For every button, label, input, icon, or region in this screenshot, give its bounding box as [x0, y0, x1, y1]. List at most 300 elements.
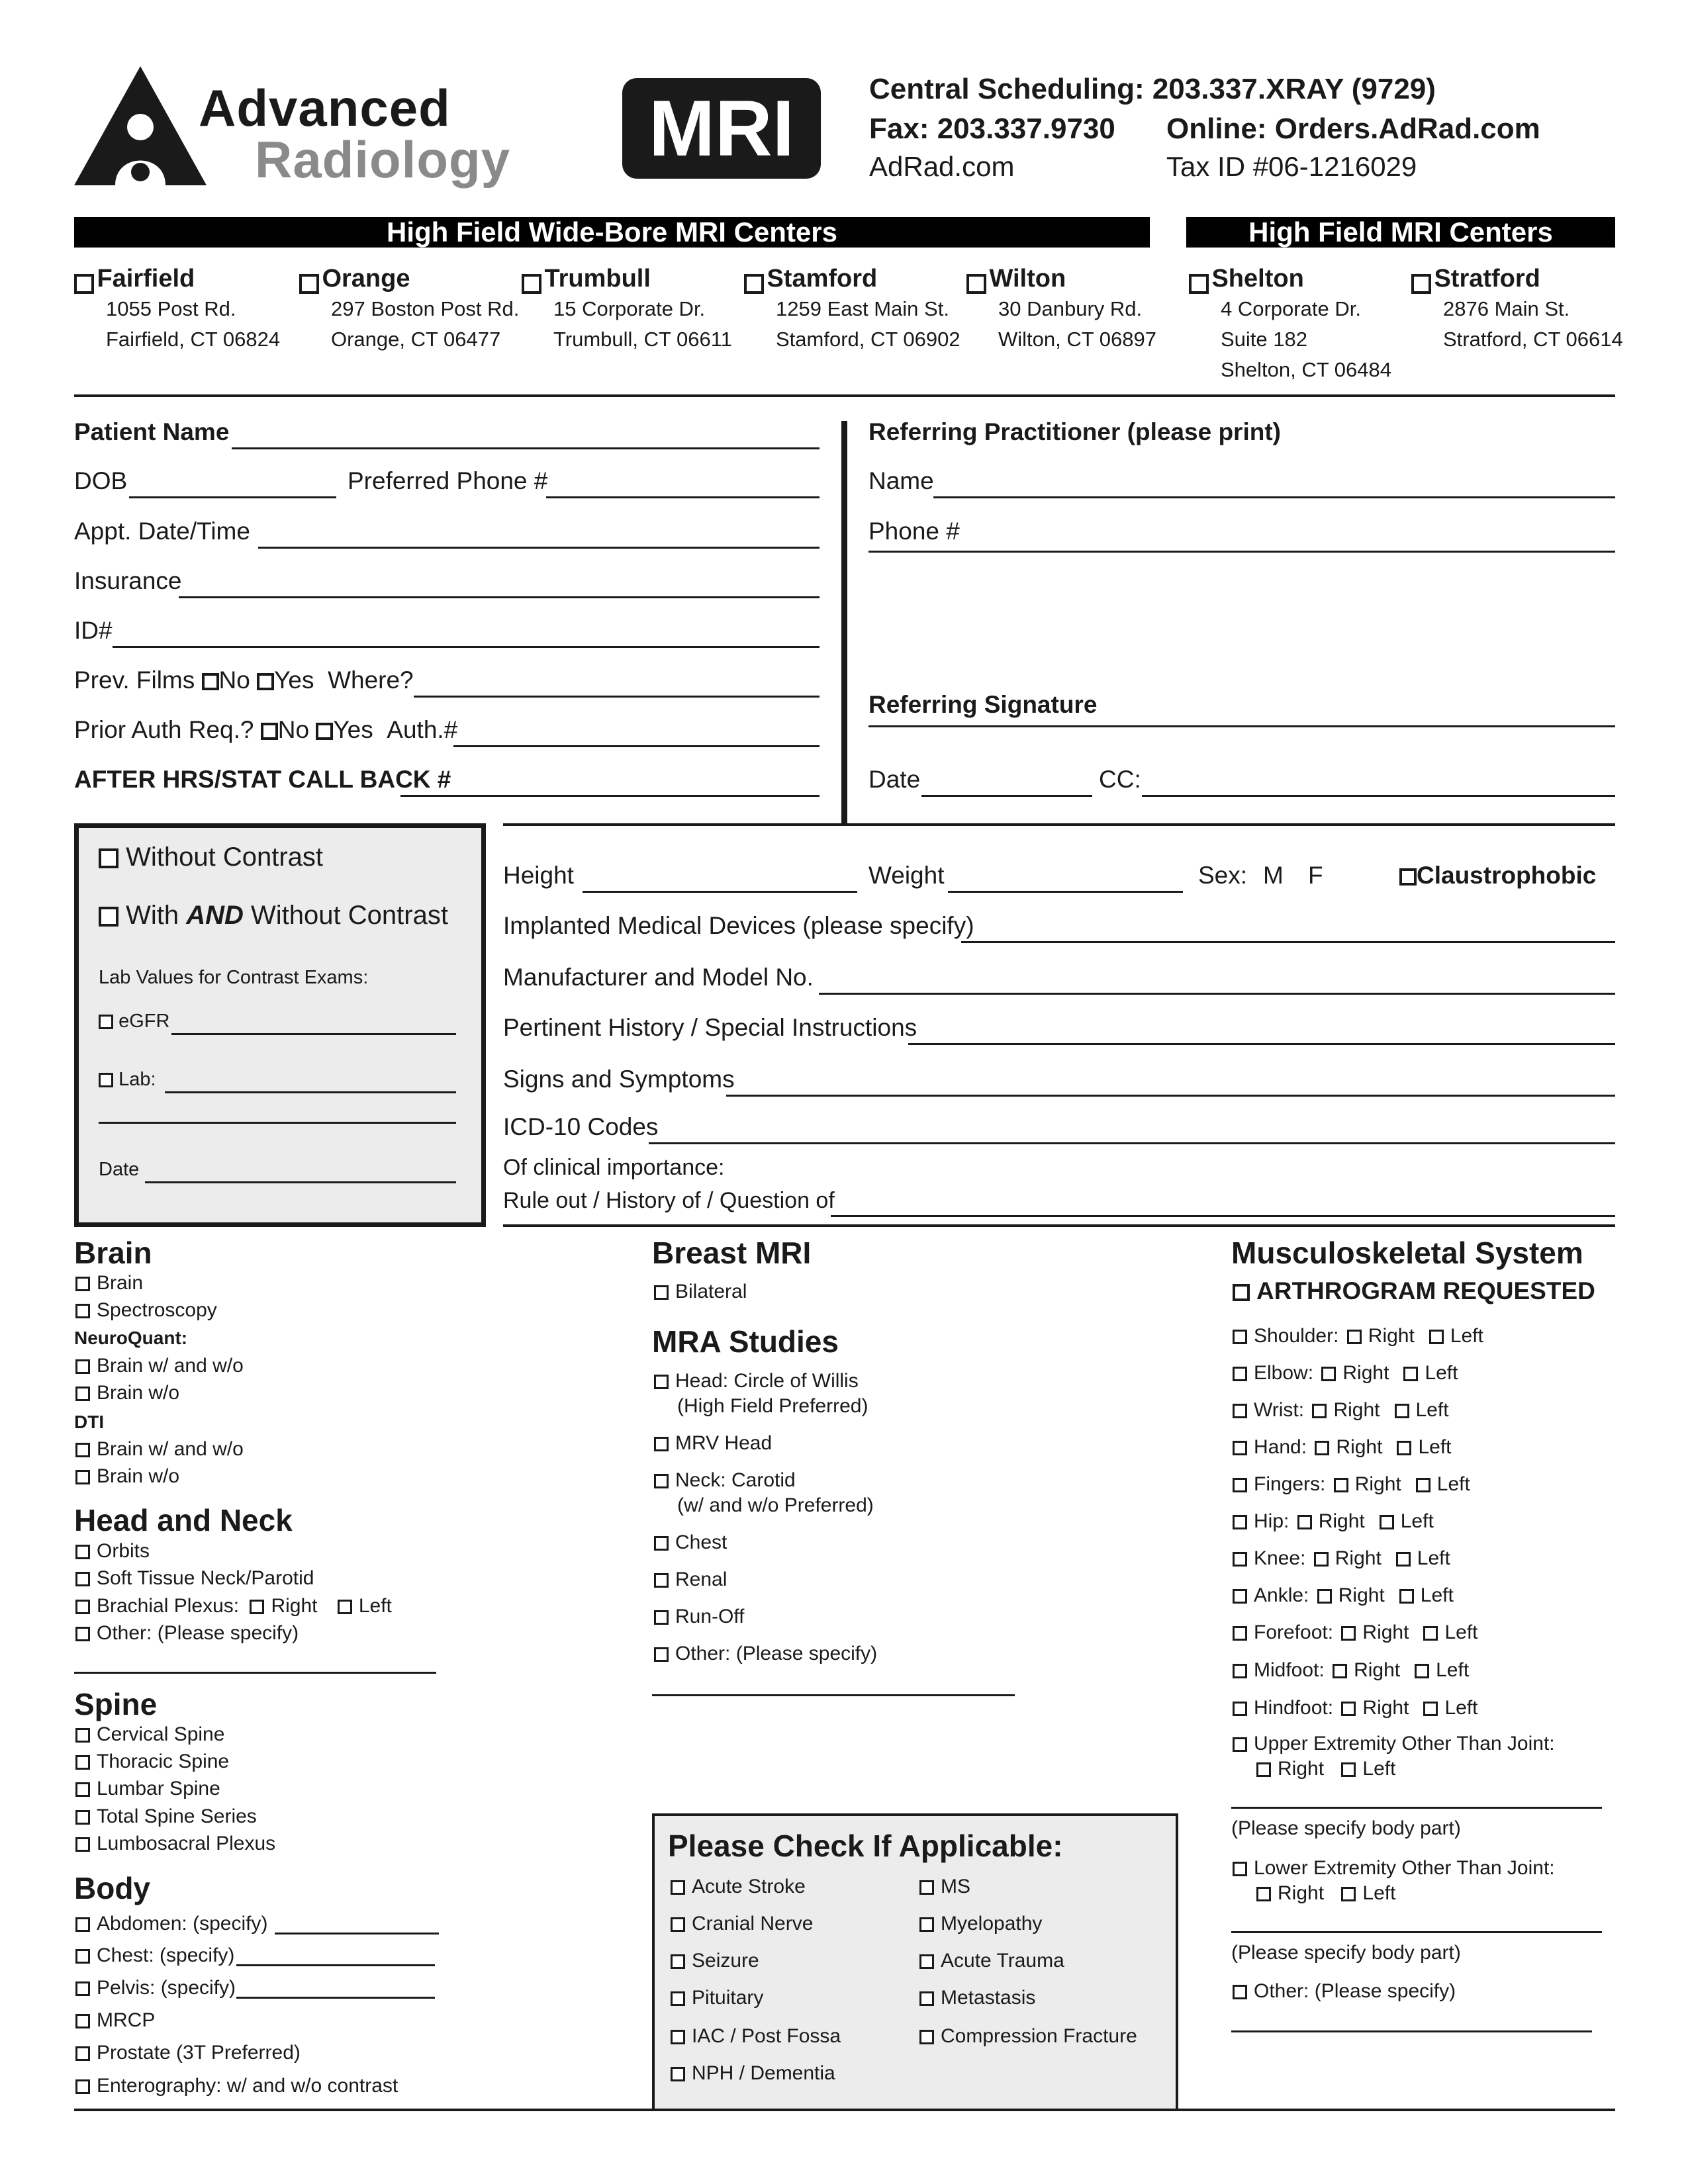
applicable-option[interactable]: [671, 2062, 835, 2085]
nq-brain-ww-label: Brain w/ and w/o: [97, 1355, 244, 1377]
spine-option[interactable]: [75, 1751, 229, 1773]
modality-label: MRI: [649, 84, 794, 173]
brachial-checkbox[interactable]: [75, 1600, 90, 1614]
applicable-option[interactable]: [671, 1950, 759, 1972]
applicable-checkbox[interactable]: [671, 2067, 685, 2081]
mra-runoff-checkbox[interactable]: [654, 1610, 669, 1625]
head-neck-section-title: Head and Neck: [74, 1503, 293, 1537]
spine-label: Lumbosacral Plexus: [97, 1833, 276, 1854]
joint-checkbox[interactable]: [1233, 1702, 1247, 1716]
spine-checkbox[interactable]: [75, 1755, 90, 1770]
mra-head-option[interactable]: [654, 1370, 859, 1392]
joint-checkbox[interactable]: [1233, 1478, 1247, 1492]
nq-brain-ww-option[interactable]: [75, 1355, 244, 1377]
website: AdRad.com: [869, 151, 1015, 182]
importance-label: Of clinical importance:: [503, 1155, 725, 1180]
yes-label: Yes: [333, 716, 373, 743]
dti-brain-ww-checkbox[interactable]: [75, 1443, 90, 1457]
insurance-field[interactable]: [179, 596, 820, 598]
callback-field[interactable]: [400, 795, 820, 797]
left-label: Left: [1444, 1697, 1478, 1719]
joint-checkbox[interactable]: [1233, 1330, 1247, 1344]
msk-other-option[interactable]: [1233, 1980, 1456, 2003]
joint-left-checkbox[interactable]: [1423, 1626, 1438, 1641]
brachial-label: Brachial Plexus:: [97, 1595, 240, 1617]
brachial-option[interactable]: [75, 1595, 392, 1617]
upper-extremity-option[interactable]: [1233, 1733, 1555, 1755]
dti-brain-ww-label: Brain w/ and w/o: [97, 1438, 244, 1460]
applicable-option[interactable]: [919, 1987, 1035, 2009]
prior-auth-row: [74, 716, 457, 744]
joint-label: Ankle:: [1254, 1584, 1309, 1606]
joint-right-checkbox[interactable]: [1341, 1626, 1356, 1641]
trumbull-checkbox[interactable]: [522, 274, 541, 294]
mrv-head-checkbox[interactable]: [654, 1437, 669, 1451]
spine-checkbox[interactable]: [75, 1728, 90, 1743]
arthrogram-option[interactable]: [1233, 1277, 1595, 1305]
lab-field-2[interactable]: [99, 1122, 456, 1124]
joint-label: Midfoot:: [1254, 1659, 1325, 1681]
online-url: Online: Orders.AdRad.com: [1166, 113, 1540, 145]
joint-label: Fingers:: [1254, 1473, 1326, 1495]
dob-label: DOB: [74, 467, 128, 494]
mra-runoff-option[interactable]: [654, 1606, 745, 1628]
applicable-checkbox[interactable]: [919, 1880, 934, 1895]
mrcp-checkbox[interactable]: [75, 2014, 90, 2028]
location-name: Shelton: [1211, 265, 1304, 293]
egfr-field[interactable]: [171, 1033, 456, 1035]
bilateral-label: Bilateral: [675, 1281, 747, 1302]
joint-checkbox[interactable]: [1233, 1664, 1247, 1678]
pelvis-field[interactable]: [236, 1997, 435, 1999]
dti-brain-ww-option[interactable]: [75, 1438, 244, 1461]
cc-field[interactable]: [1142, 795, 1615, 797]
history-field[interactable]: [908, 1043, 1615, 1045]
referring-header: Referring Practitioner (please print): [868, 418, 1281, 445]
joint-right-checkbox[interactable]: [1314, 1552, 1329, 1567]
lower-right-checkbox[interactable]: [1256, 1887, 1271, 1901]
mra-chest-checkbox[interactable]: [654, 1536, 669, 1551]
left-label: Left: [358, 1595, 392, 1617]
mrv-head-label: MRV Head: [675, 1432, 773, 1454]
msk-joint-row[interactable]: [1233, 1621, 1478, 1644]
spectroscopy-option[interactable]: [75, 1299, 217, 1322]
high-field-bar: High Field MRI Centers: [1186, 217, 1615, 248]
ref-phone-label: Phone #: [868, 518, 960, 545]
mrcp-label: MRCP: [97, 2009, 156, 2031]
phone-field[interactable]: [546, 496, 820, 498]
ref-phone-field[interactable]: [868, 551, 1615, 553]
mra-head-checkbox[interactable]: [654, 1375, 669, 1389]
prev-films-no-checkbox[interactable]: [202, 673, 219, 690]
logo-mark-icon: [74, 66, 207, 185]
insurance-label: Insurance: [74, 567, 182, 594]
egfr-checkbox[interactable]: [99, 1015, 113, 1029]
lower-extremity-field[interactable]: [1231, 1931, 1602, 1933]
orbits-option[interactable]: [75, 1540, 150, 1563]
applicable-checkbox[interactable]: [671, 2030, 685, 2044]
spine-label: Lumbar Spine: [97, 1778, 220, 1799]
applicable-checkbox[interactable]: [919, 1991, 934, 2006]
abdomen-checkbox[interactable]: [75, 1917, 90, 1932]
with-contrast-checkbox[interactable]: [99, 907, 118, 927]
location-name: Stamford: [767, 265, 878, 293]
id-field[interactable]: [113, 646, 820, 648]
joint-checkbox[interactable]: [1233, 1367, 1247, 1381]
mra-neck-option[interactable]: [654, 1469, 796, 1492]
prev-films-label: Prev. Films: [74, 666, 195, 694]
logo-text-radiology: Radiology: [255, 130, 511, 189]
msk-joint-row[interactable]: [1233, 1659, 1469, 1682]
lab-values-label: Lab Values for Contrast Exams:: [99, 967, 369, 988]
claustrophobic-label: Claustrophobic: [1417, 862, 1597, 889]
msk-other-label: Other: (Please specify): [1254, 1980, 1456, 2002]
orange-checkbox[interactable]: [299, 274, 319, 294]
prior-auth-yes-checkbox[interactable]: [316, 723, 333, 740]
abdomen-field[interactable]: [275, 1933, 439, 1934]
applicable-option[interactable]: [919, 1876, 970, 1898]
brain-checkbox[interactable]: [75, 1277, 90, 1291]
joint-checkbox[interactable]: [1233, 1552, 1247, 1567]
applicable-label: Compression Fracture: [941, 2025, 1137, 2047]
mra-other-field[interactable]: [652, 1694, 1015, 1696]
lower-extremity-checkbox[interactable]: [1233, 1862, 1247, 1876]
location-trumbull[interactable]: [522, 265, 732, 355]
upper-left-checkbox[interactable]: [1341, 1762, 1356, 1777]
spine-option[interactable]: [75, 1833, 275, 1855]
joint-checkbox[interactable]: [1233, 1404, 1247, 1418]
where-field[interactable]: [414, 696, 820, 698]
prev-films-yes-checkbox[interactable]: [257, 673, 274, 690]
contrast-box: [74, 823, 486, 1227]
abdomen-option[interactable]: [75, 1913, 267, 1935]
joint-right-checkbox[interactable]: [1347, 1330, 1362, 1344]
upper-specify-label: (Please specify body part): [1231, 1817, 1461, 1839]
lab-label: Lab:: [118, 1069, 156, 1090]
right-label: Right: [1338, 1584, 1385, 1606]
brachial-right-checkbox[interactable]: [250, 1600, 264, 1614]
applicable-label: Seizure: [692, 1950, 759, 1972]
prostate-option[interactable]: [75, 2042, 301, 2064]
hn-other-checkbox[interactable]: [75, 1627, 90, 1641]
applicable-option[interactable]: [919, 1913, 1042, 1935]
location-address-1: 1055 Post Rd.: [106, 296, 236, 320]
joint-left-checkbox[interactable]: [1416, 1478, 1430, 1492]
brachial-left-checkbox[interactable]: [338, 1600, 352, 1614]
mra-renal-checkbox[interactable]: [654, 1573, 669, 1588]
spine-option[interactable]: [75, 1778, 220, 1800]
msk-joint-row[interactable]: [1233, 1510, 1434, 1533]
ref-signature-field[interactable]: [868, 725, 1615, 727]
divider: [74, 394, 1615, 397]
lab-field[interactable]: [165, 1091, 456, 1093]
joint-right-checkbox[interactable]: [1297, 1515, 1312, 1529]
mra-neck-checkbox[interactable]: [654, 1474, 669, 1488]
egfr-option[interactable]: [99, 1011, 169, 1032]
soft-tissue-checkbox[interactable]: [75, 1572, 90, 1586]
prior-auth-no-checkbox[interactable]: [261, 723, 278, 740]
sex-female[interactable]: F: [1308, 862, 1323, 889]
pelvis-checkbox[interactable]: [75, 1981, 90, 1996]
weight-label: Weight: [868, 862, 945, 889]
joint-checkbox[interactable]: [1233, 1441, 1247, 1455]
prev-films-row: [74, 666, 414, 694]
without-contrast-checkbox[interactable]: [99, 848, 118, 868]
right-label: Right: [1333, 1399, 1380, 1421]
prostate-checkbox[interactable]: [75, 2046, 90, 2061]
hn-other-option[interactable]: [75, 1622, 299, 1645]
applicable-label: Cranial Nerve: [692, 1913, 814, 1934]
wilton-checkbox[interactable]: [966, 274, 986, 294]
joint-checkbox[interactable]: [1233, 1589, 1247, 1604]
joint-left-checkbox[interactable]: [1397, 1441, 1411, 1455]
soft-tissue-option[interactable]: [75, 1567, 314, 1590]
id-label: ID#: [74, 617, 113, 644]
location-address-1: 297 Boston Post Rd.: [331, 296, 520, 320]
spine-label: Thoracic Spine: [97, 1751, 230, 1772]
with-label: With: [126, 901, 187, 930]
joint-right-checkbox[interactable]: [1334, 1478, 1348, 1492]
applicable-option[interactable]: [671, 1913, 813, 1935]
logo-text-advanced: Advanced: [199, 79, 451, 137]
height-field[interactable]: [583, 891, 857, 893]
shelton-checkbox[interactable]: [1189, 274, 1209, 294]
symptoms-field[interactable]: [726, 1095, 1615, 1097]
applicable-label: Myelopathy: [941, 1913, 1043, 1934]
spine-option[interactable]: [75, 1805, 257, 1828]
nq-brain-w-checkbox[interactable]: [75, 1387, 90, 1401]
applicable-checkbox[interactable]: [671, 1917, 685, 1932]
spine-checkbox[interactable]: [75, 1782, 90, 1797]
claustrophobic-checkbox[interactable]: [1399, 868, 1417, 886]
ref-name-field[interactable]: [933, 496, 1615, 498]
with-contrast-option[interactable]: [99, 901, 448, 931]
location-address-2: Stamford, CT 06902: [776, 327, 961, 351]
location-stratford[interactable]: [1411, 265, 1623, 355]
hn-other-field[interactable]: [74, 1672, 436, 1674]
upper-extremity-checkbox[interactable]: [1233, 1737, 1247, 1752]
joint-checkbox[interactable]: [1233, 1626, 1247, 1641]
joint-left-checkbox[interactable]: [1399, 1589, 1414, 1604]
location-shelton[interactable]: [1189, 265, 1391, 385]
mrv-head-option[interactable]: [654, 1432, 772, 1455]
enterography-option[interactable]: [75, 2075, 398, 2097]
mra-renal-option[interactable]: [654, 1569, 727, 1591]
without-label: Without Contrast: [243, 901, 448, 930]
applicable-option[interactable]: [671, 1876, 806, 1898]
applicable-checkbox[interactable]: [671, 1991, 685, 2006]
mra-chest-option[interactable]: [654, 1531, 727, 1554]
appt-label: Appt. Date/Time: [74, 518, 250, 545]
applicable-option[interactable]: [671, 2025, 841, 2048]
dti-brain-w-option[interactable]: [75, 1465, 179, 1488]
ref-signature-label: Referring Signature: [868, 691, 1098, 718]
joint-label: Hip:: [1254, 1510, 1289, 1532]
msk-joint-row[interactable]: [1233, 1436, 1452, 1459]
applicable-checkbox[interactable]: [919, 1917, 934, 1932]
arthrogram-label: ARTHROGRAM REQUESTED: [1256, 1277, 1595, 1304]
location-fairfield[interactable]: [74, 265, 280, 355]
joint-right-checkbox[interactable]: [1321, 1367, 1336, 1381]
msk-joint-row[interactable]: [1233, 1547, 1450, 1570]
joint-checkbox[interactable]: [1233, 1515, 1247, 1529]
nq-brain-ww-checkbox[interactable]: [75, 1359, 90, 1374]
bilateral-checkbox[interactable]: [654, 1285, 669, 1300]
msk-joint-row[interactable]: [1233, 1697, 1478, 1719]
dti-brain-w-checkbox[interactable]: [75, 1470, 90, 1484]
upper-right-checkbox[interactable]: [1256, 1762, 1271, 1777]
mrcp-option[interactable]: [75, 2009, 155, 2032]
joint-right-checkbox[interactable]: [1341, 1702, 1356, 1716]
right-label: Right: [1362, 1621, 1409, 1643]
nq-brain-w-option[interactable]: [75, 1382, 179, 1404]
soft-tissue-label: Soft Tissue Neck/Parotid: [97, 1567, 314, 1589]
abdomen-label: Abdomen: (specify): [97, 1913, 268, 1934]
right-label: Right: [1336, 1436, 1383, 1458]
lab-checkbox[interactable]: [99, 1073, 113, 1087]
upper-extremity-field[interactable]: [1231, 1807, 1602, 1809]
auth-label: Auth.#: [387, 716, 458, 743]
spine-section-title: Spine: [74, 1687, 158, 1721]
lower-left-checkbox[interactable]: [1341, 1887, 1356, 1901]
applicable-checkbox[interactable]: [671, 1880, 685, 1895]
dob-field[interactable]: [129, 496, 336, 498]
applicable-option[interactable]: [919, 2025, 1137, 2048]
contrast-date-field[interactable]: [145, 1181, 456, 1183]
bilateral-option[interactable]: [654, 1281, 747, 1303]
dti-label: DTI: [74, 1412, 105, 1432]
manufacturer-field[interactable]: [819, 993, 1615, 995]
where-label: Where?: [328, 666, 414, 694]
msk-other-checkbox[interactable]: [1233, 1985, 1247, 1999]
mra-chest-label: Chest: [675, 1531, 727, 1553]
symptoms-label: Signs and Symptoms: [503, 1066, 735, 1093]
applicable-checkbox[interactable]: [671, 1954, 685, 1969]
joint-left-checkbox[interactable]: [1423, 1702, 1438, 1716]
arthrogram-checkbox[interactable]: [1233, 1284, 1250, 1301]
ref-date-field[interactable]: [921, 795, 1092, 797]
hn-other-label: Other: (Please specify): [97, 1622, 299, 1644]
location-stamford[interactable]: [744, 265, 961, 355]
applicable-checkbox[interactable]: [919, 2030, 934, 2044]
enterography-checkbox[interactable]: [75, 2079, 90, 2094]
icd-field[interactable]: [649, 1142, 1615, 1144]
location-address-2: Stratford, CT 06614: [1443, 327, 1623, 351]
spine-checkbox[interactable]: [75, 1837, 90, 1852]
joint-label: Knee:: [1254, 1547, 1306, 1569]
mra-other-checkbox[interactable]: [654, 1647, 669, 1662]
left-label: Left: [1362, 1758, 1396, 1780]
contrast-date-label: Date: [99, 1159, 140, 1180]
joint-right-checkbox[interactable]: [1333, 1664, 1347, 1678]
stratford-checkbox[interactable]: [1411, 274, 1431, 294]
applicable-label: NPH / Dementia: [692, 2062, 835, 2084]
fairfield-checkbox[interactable]: [74, 274, 94, 294]
lab-option[interactable]: [99, 1069, 156, 1091]
phone-label: Preferred Phone #: [348, 467, 548, 494]
location-name: Trumbull: [544, 265, 651, 293]
location-address-1: 2876 Main St.: [1443, 296, 1570, 320]
brain-option[interactable]: [75, 1272, 143, 1295]
left-label: Left: [1450, 1325, 1483, 1347]
left-label: Left: [1436, 1659, 1470, 1681]
joint-left-checkbox[interactable]: [1415, 1664, 1429, 1678]
body-section-title: Body: [74, 1871, 150, 1905]
location-address-2: Orange, CT 06477: [331, 327, 501, 351]
spine-option[interactable]: [75, 1723, 224, 1746]
auth-field[interactable]: [453, 745, 820, 747]
weight-field[interactable]: [948, 891, 1183, 893]
mra-other-option[interactable]: [654, 1643, 877, 1665]
location-wilton[interactable]: [966, 265, 1156, 355]
joint-left-checkbox[interactable]: [1396, 1552, 1411, 1567]
joint-left-checkbox[interactable]: [1380, 1515, 1394, 1529]
applicable-label: IAC / Post Fossa: [692, 2025, 841, 2047]
joint-left-checkbox[interactable]: [1403, 1367, 1418, 1381]
joint-label: Hand:: [1254, 1436, 1307, 1458]
spine-label: Cervical Spine: [97, 1723, 225, 1745]
brain-label: Brain: [97, 1272, 144, 1294]
joint-right-checkbox[interactable]: [1317, 1589, 1332, 1604]
upper-extremity-label: Upper Extremity Other Than Joint:: [1254, 1733, 1555, 1754]
joint-left-checkbox[interactable]: [1429, 1330, 1444, 1344]
right-label: Right: [1278, 1882, 1325, 1904]
lower-extremity-option[interactable]: [1233, 1857, 1555, 1880]
applicable-option[interactable]: [671, 1987, 763, 2009]
right-label: Right: [1354, 1473, 1401, 1495]
location-address-2: Wilton, CT 06897: [998, 327, 1156, 351]
claustrophobic-option[interactable]: [1399, 862, 1596, 889]
msk-section-title: Musculoskeletal System: [1231, 1236, 1583, 1270]
right-label: Right: [271, 1595, 318, 1617]
chest-field[interactable]: [236, 1964, 435, 1966]
divider: [74, 2109, 1615, 2111]
stamford-checkbox[interactable]: [744, 274, 764, 294]
chest-checkbox[interactable]: [75, 1949, 90, 1964]
msk-joint-row[interactable]: [1233, 1325, 1483, 1347]
spine-checkbox[interactable]: [75, 1810, 90, 1825]
msk-joint-row[interactable]: [1233, 1473, 1470, 1496]
msk-joint-row[interactable]: [1233, 1399, 1449, 1422]
applicable-option[interactable]: [919, 1950, 1064, 1972]
patient-name-field[interactable]: [232, 447, 820, 449]
msk-other-field[interactable]: [1231, 2030, 1592, 2032]
joint-left-checkbox[interactable]: [1395, 1404, 1409, 1418]
msk-joint-row[interactable]: [1233, 1584, 1454, 1607]
applicable-label: Acute Stroke: [692, 1876, 806, 1897]
modality-badge: [622, 78, 821, 179]
spectroscopy-checkbox[interactable]: [75, 1304, 90, 1318]
yes-label: Yes: [274, 666, 314, 694]
msk-joint-row[interactable]: [1233, 1362, 1458, 1385]
applicable-checkbox[interactable]: [919, 1954, 934, 1969]
sex-male[interactable]: M: [1263, 862, 1284, 889]
right-label: Right: [1342, 1362, 1389, 1384]
joint-right-checkbox[interactable]: [1315, 1441, 1329, 1455]
pelvis-option[interactable]: [75, 1977, 236, 1999]
chest-option[interactable]: [75, 1944, 234, 1967]
location-orange[interactable]: [299, 265, 519, 355]
rule-out-field[interactable]: [831, 1215, 1615, 1217]
joint-right-checkbox[interactable]: [1312, 1404, 1327, 1418]
nq-brain-w-label: Brain w/o: [97, 1382, 180, 1404]
manufacturer-label: Manufacturer and Model No.: [503, 964, 814, 991]
mra-head-label: Head: Circle of Willis: [675, 1370, 859, 1392]
devices-field[interactable]: [961, 941, 1615, 943]
appt-field[interactable]: [258, 547, 820, 549]
without-contrast-option[interactable]: [99, 842, 323, 872]
orbits-checkbox[interactable]: [75, 1545, 90, 1559]
